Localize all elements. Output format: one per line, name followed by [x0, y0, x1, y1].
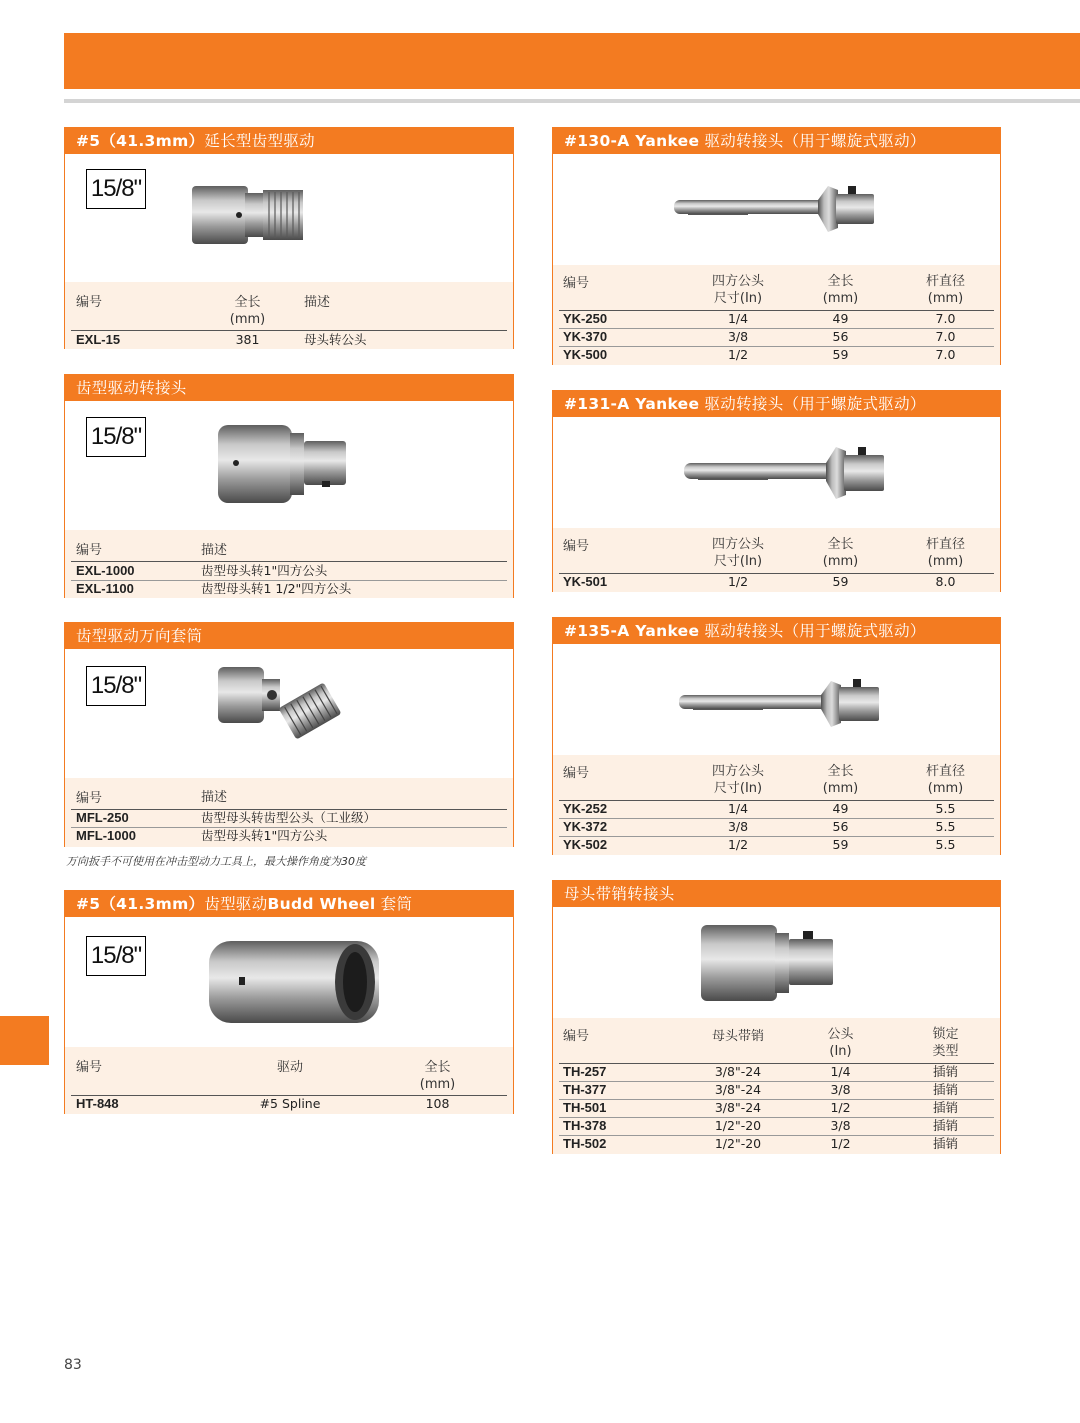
- row-model: TH-377: [563, 1082, 607, 1097]
- row-square: 3/8: [727, 819, 749, 834]
- spec-table: [65, 282, 513, 349]
- product-card-budd-wheel: [64, 890, 514, 1114]
- row-male: 3/8: [830, 1118, 851, 1133]
- col-square: 四方公头 尺寸(In): [711, 274, 764, 306]
- row-model: TH-257: [563, 1064, 607, 1079]
- card-title: 齿型驱动万向套筒: [65, 623, 513, 649]
- row-lock: 插销: [932, 1064, 958, 1079]
- row-pin: 3/8"-24: [714, 1100, 762, 1115]
- row-length: 59: [832, 347, 849, 362]
- card-title: 母头带销转接头: [553, 881, 1000, 907]
- card-title: #130-A Yankee 驱动转接头（用于螺旋式驱动）: [553, 128, 1000, 154]
- row-length: 56: [832, 329, 849, 344]
- col-model: 编号: [76, 1060, 103, 1075]
- product-card-mfl: [64, 622, 514, 847]
- row-model: YK-502: [563, 837, 608, 852]
- card-title: #5（41.3mm）延长型齿型驱动: [65, 128, 513, 154]
- spec-table: [65, 1047, 513, 1114]
- product-card-yk135: [552, 617, 1001, 855]
- budd-wheel-socket-photo: [205, 935, 385, 1029]
- col-model: 编号: [76, 543, 103, 558]
- row-desc: 齿型母头转1 1/2"四方公头: [201, 581, 352, 596]
- row-square: 1/2: [727, 574, 749, 589]
- row-model: TH-501: [563, 1100, 607, 1115]
- row-desc: 齿型母头转1"四方公头: [201, 828, 328, 843]
- table-rule: [71, 330, 507, 331]
- row-model: YK-250: [563, 311, 608, 326]
- row-pin: 3/8"-24: [714, 1082, 762, 1097]
- section-tab: [0, 1016, 49, 1065]
- row-lock: 插销: [932, 1136, 958, 1151]
- row-male: 1/2: [830, 1100, 851, 1115]
- row-lock: 插销: [932, 1100, 958, 1115]
- row-desc: 齿型母头转齿型公头（工业级）: [201, 810, 377, 825]
- ujoint-note: 万向扳手不可使用在冲击型动力工具上，最大操作角度为30度: [66, 855, 366, 868]
- size-label: 15/8": [86, 936, 146, 976]
- card-title: #135-A Yankee 驱动转接头（用于螺旋式驱动）: [553, 618, 1000, 644]
- header-bar: [64, 33, 1080, 89]
- row-shank: 5.5: [935, 837, 956, 852]
- row-length: 59: [832, 574, 849, 589]
- col-shank: 杆直径 (mm): [925, 764, 965, 796]
- size-label: 15/8": [86, 666, 146, 706]
- row-model: EXL-1000: [76, 563, 135, 578]
- card-title: #5（41.3mm）齿型驱动Budd Wheel 套筒: [65, 891, 513, 917]
- row-shank: 8.0: [935, 574, 956, 589]
- spec-table: [553, 528, 1000, 592]
- row-male: 1/4: [830, 1064, 851, 1079]
- row-square: 3/8: [727, 329, 749, 344]
- extension-spline-photo: [185, 178, 385, 254]
- col-desc: 描述: [201, 543, 228, 558]
- product-card-th: [552, 880, 1001, 1154]
- row-shank: 7.0: [935, 347, 956, 362]
- row-length: 49: [832, 801, 849, 816]
- row-lock: 插销: [932, 1082, 958, 1097]
- row-pin: 1/2"-20: [714, 1118, 762, 1133]
- header-rule: [64, 99, 1080, 103]
- row-male: 3/8: [830, 1082, 851, 1097]
- row-square: 1/2: [727, 347, 749, 362]
- col-length: 全长 (mm): [822, 537, 859, 569]
- row-shank: 5.5: [935, 819, 956, 834]
- row-square: 1/4: [727, 801, 749, 816]
- row-model: YK-370: [563, 329, 608, 344]
- col-square: 四方公头 尺寸(In): [711, 537, 764, 569]
- spec-table: [65, 530, 513, 598]
- row-model: HT-848: [76, 1096, 119, 1111]
- spec-table: [553, 1018, 1000, 1154]
- col-length: 全长 (mm): [822, 764, 859, 796]
- row-desc: 齿型母头转1"四方公头: [201, 563, 328, 578]
- card-title: 齿型驱动转接头: [65, 375, 513, 401]
- card-title: #131-A Yankee 驱动转接头（用于螺旋式驱动）: [553, 391, 1000, 417]
- spec-table: [553, 755, 1000, 855]
- col-model: 编号: [563, 276, 590, 291]
- row-length: 59: [832, 837, 849, 852]
- row-model: EXL-15: [76, 332, 121, 347]
- pin-adapter-photo: [693, 917, 843, 1007]
- row-length: 108: [425, 1096, 450, 1111]
- col-male: 公头 (In): [827, 1027, 854, 1059]
- spec-table: [553, 265, 1000, 365]
- col-model: 编号: [76, 791, 103, 806]
- row-shank: 7.0: [935, 329, 956, 344]
- size-label: 15/8": [86, 417, 146, 457]
- col-model: 编号: [563, 766, 590, 781]
- col-model: 编号: [563, 539, 590, 554]
- row-shank: 7.0: [935, 311, 956, 326]
- product-card-yk131: [552, 390, 1001, 592]
- product-card-yk130: [552, 127, 1001, 365]
- spline-adapter-photo: [210, 419, 370, 509]
- row-pin: 1/2"-20: [714, 1136, 762, 1151]
- yankee-adapter-photo: [673, 673, 888, 733]
- row-model: MFL-1000: [76, 828, 136, 843]
- row-length: 49: [832, 311, 849, 326]
- col-lock: 锁定 类型: [932, 1027, 959, 1059]
- row-model: MFL-250: [76, 810, 129, 825]
- col-pin: 母头带销: [711, 1029, 764, 1044]
- col-model: 编号: [76, 295, 103, 310]
- col-desc: 描述: [304, 295, 331, 310]
- col-model: 编号: [563, 1029, 590, 1044]
- row-drive: #5 Spline: [259, 1096, 321, 1111]
- col-length: 全长 (mm): [419, 1060, 456, 1092]
- row-length: 56: [832, 819, 849, 834]
- row-pin: 3/8"-24: [714, 1064, 762, 1079]
- col-length: 全长 (mm): [822, 274, 859, 306]
- row-male: 1/2: [830, 1136, 851, 1151]
- page-number: 83: [64, 1357, 82, 1373]
- row-desc: 母头转公头: [304, 332, 367, 347]
- row-model: YK-501: [563, 574, 608, 589]
- col-drive: 驱动: [276, 1060, 303, 1075]
- product-card-exl-adapter: [64, 374, 514, 598]
- col-desc: 描述: [201, 790, 228, 805]
- row-model: EXL-1100: [76, 581, 134, 596]
- row-shank: 5.5: [935, 801, 956, 816]
- row-model: TH-502: [563, 1136, 607, 1151]
- col-square: 四方公头 尺寸(In): [711, 764, 764, 796]
- row-model: YK-252: [563, 801, 608, 816]
- col-length: 全长 (mm): [229, 295, 266, 327]
- product-card-exl15: [64, 127, 514, 349]
- row-length: 381: [235, 332, 260, 347]
- row-model: YK-500: [563, 347, 608, 362]
- row-model: TH-378: [563, 1118, 607, 1133]
- row-model: YK-372: [563, 819, 608, 834]
- col-shank: 杆直径 (mm): [925, 537, 965, 569]
- yankee-adapter-photo: [668, 178, 883, 238]
- universal-joint-photo: [210, 659, 360, 739]
- yankee-adapter-photo: [678, 441, 893, 505]
- size-label: 15/8": [86, 169, 146, 209]
- row-square: 1/4: [727, 311, 749, 326]
- col-shank: 杆直径 (mm): [925, 274, 965, 306]
- row-lock: 插销: [932, 1118, 958, 1133]
- row-square: 1/2: [727, 837, 749, 852]
- spec-table: [65, 778, 513, 847]
